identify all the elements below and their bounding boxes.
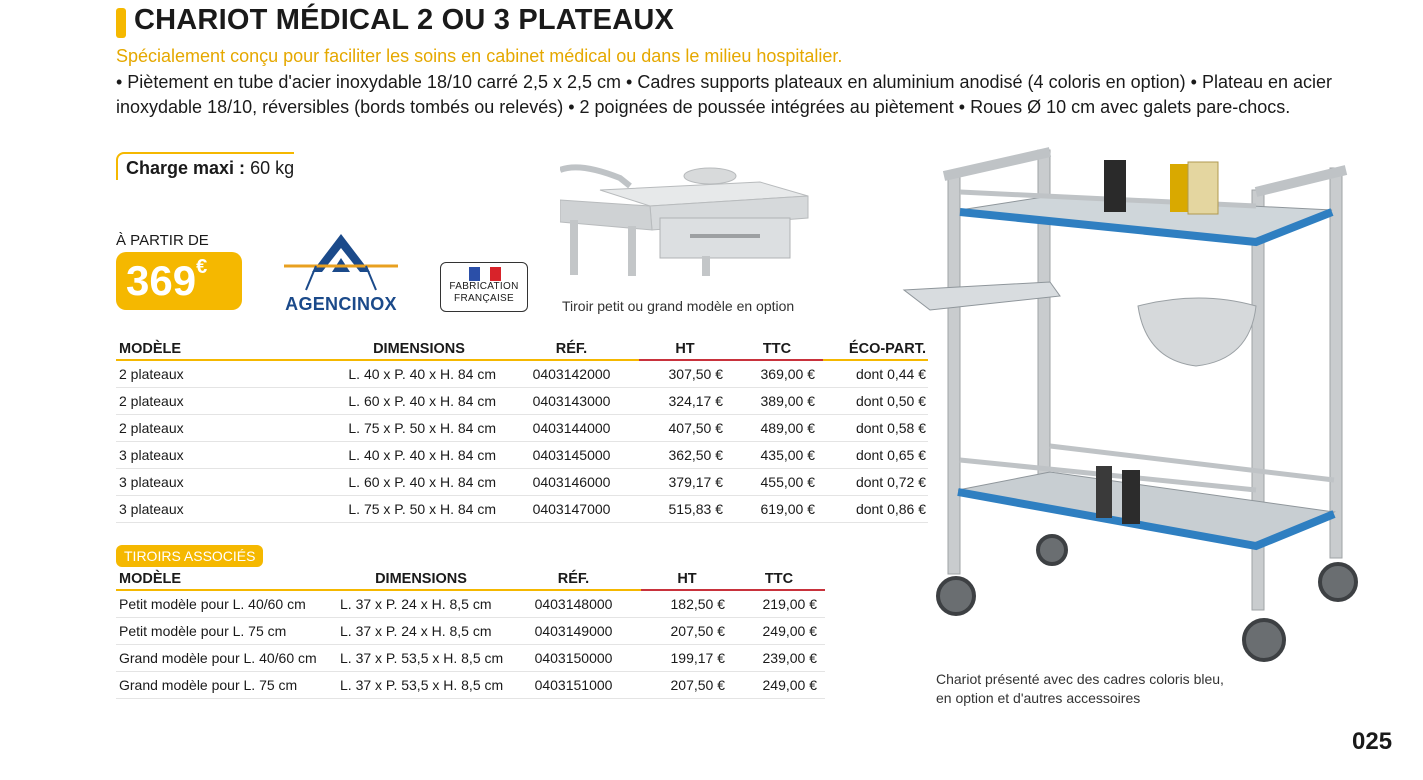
trolley-caption <box>936 670 1224 708</box>
col-header-eco: ÉCO-PART. <box>823 340 928 360</box>
france-flag-icon <box>469 267 501 281</box>
cell-ht: 324,17 € <box>639 387 731 414</box>
table-row <box>116 414 928 441</box>
cell-eco: dont 0,65 € <box>823 441 928 468</box>
cell-eco: dont 0,58 € <box>823 414 928 441</box>
table-row <box>116 441 928 468</box>
cell-ttc: 369,00 € <box>731 360 823 387</box>
page-number: 025 <box>1352 728 1393 755</box>
cell-ht: 515,83 € <box>639 495 731 522</box>
cell-ref: 0403144000 <box>504 414 639 441</box>
cell-dimensions: L. 75 x P. 50 x H. 84 cm <box>334 414 504 441</box>
cell-model: 3 plateaux <box>116 495 334 522</box>
models-table <box>116 340 928 523</box>
table-row <box>116 590 825 617</box>
drawers-table <box>116 570 825 699</box>
cell-eco: dont 0,50 € <box>823 387 928 414</box>
cell-model: 2 plateaux <box>116 360 334 387</box>
col-header-model: MODÈLE <box>116 340 334 360</box>
drawer-photo <box>560 160 810 280</box>
cell-ref: 0403143000 <box>504 387 639 414</box>
cell-model: 3 plateaux <box>116 468 334 495</box>
cell-ttc: 249,00 € <box>733 671 825 698</box>
cell-dimensions: L. 37 x P. 53,5 x H. 8,5 cm <box>336 671 506 698</box>
cell-ht: 207,50 € <box>641 671 733 698</box>
cell-model: 3 plateaux <box>116 441 334 468</box>
cell-ref: 0403147000 <box>504 495 639 522</box>
product-description: • Piètement en tube d'acier inoxydable 18/10 carré 2,5 x 2,5 cm • Cadres supports plateaux en aluminium anodisé (4 coloris en option) • Plateau en acier inoxydable 18/10, réversibles (bords tombés ou relevés) • 2 poignées de poussée intégrées au piètement • Roues Ø 10 cm avec galets pare-chocs. <box>116 72 1333 117</box>
col-header-dimensions: DIMENSIONS <box>334 340 504 360</box>
cell-ht: 207,50 € <box>641 617 733 644</box>
table-row <box>116 360 928 387</box>
cell-ref: 0403146000 <box>504 468 639 495</box>
table-row <box>116 495 928 522</box>
cell-dimensions: L. 60 x P. 40 x H. 84 cm <box>334 387 504 414</box>
cell-dimensions: L. 75 x P. 50 x H. 84 cm <box>334 495 504 522</box>
cell-dimensions: L. 60 x P. 40 x H. 84 cm <box>334 468 504 495</box>
cell-ttc: 239,00 € <box>733 644 825 671</box>
title-accent-bar <box>116 8 126 38</box>
page-title: CHARIOT MÉDICAL 2 OU 3 PLATEAUX <box>134 4 675 36</box>
col-header-model: MODÈLE <box>116 570 336 590</box>
cell-model: Petit modèle pour L. 40/60 cm <box>116 590 336 617</box>
col-header-ttc: TTC <box>731 340 823 360</box>
cell-ttc: 249,00 € <box>733 617 825 644</box>
col-header-ht: HT <box>641 570 733 590</box>
col-header-ht: HT <box>639 340 731 360</box>
cell-ref: 0403145000 <box>504 441 639 468</box>
cell-ref: 0403142000 <box>504 360 639 387</box>
cell-model: 2 plateaux <box>116 414 334 441</box>
max-load <box>116 152 294 180</box>
table-header-row <box>116 570 825 590</box>
cell-ttc: 389,00 € <box>731 387 823 414</box>
price-from-label: À PARTIR DE <box>116 232 209 249</box>
cell-ttc: 219,00 € <box>733 590 825 617</box>
fabrication-line-2: FRANÇAISE <box>454 293 514 304</box>
cell-ht: 407,50 € <box>639 414 731 441</box>
trolley-photo <box>900 140 1370 670</box>
price-badge <box>116 252 242 310</box>
cell-dimensions: L. 40 x P. 40 x H. 84 cm <box>334 441 504 468</box>
table-row <box>116 387 928 414</box>
price-amount: 369 <box>126 257 197 304</box>
trolley-caption-line-2: en option et d'autres accessoires <box>936 690 1141 706</box>
cell-eco: dont 0,72 € <box>823 468 928 495</box>
brand-name: AGENCINOX <box>285 294 397 314</box>
cell-eco: dont 0,44 € <box>823 360 928 387</box>
cell-dimensions: L. 40 x P. 40 x H. 84 cm <box>334 360 504 387</box>
drawers-section-tag: TIROIRS ASSOCIÉS <box>116 545 263 567</box>
product-subtitle: Spécialement conçu pour faciliter les soins en cabinet médical ou dans le milieu hospitalier. <box>116 46 843 66</box>
cell-ttc: 435,00 € <box>731 441 823 468</box>
cell-ref: 0403151000 <box>506 671 641 698</box>
col-header-ttc: TTC <box>733 570 825 590</box>
cell-ht: 379,17 € <box>639 468 731 495</box>
cell-dimensions: L. 37 x P. 24 x H. 8,5 cm <box>336 617 506 644</box>
col-header-ref: RÉF. <box>506 570 641 590</box>
trolley-caption-line-1: Chariot présenté avec des cadres coloris bleu, <box>936 671 1224 687</box>
cell-dimensions: L. 37 x P. 53,5 x H. 8,5 cm <box>336 644 506 671</box>
cell-ht: 307,50 € <box>639 360 731 387</box>
max-load-value: 60 kg <box>250 158 295 178</box>
drawer-caption: Tiroir petit ou grand modèle en option <box>562 298 795 314</box>
table-row <box>116 617 825 644</box>
cell-eco: dont 0,86 € <box>823 495 928 522</box>
max-load-label: Charge maxi : <box>126 158 246 178</box>
table-header-row <box>116 340 928 360</box>
table-row <box>116 671 825 698</box>
cell-model: Grand modèle pour L. 40/60 cm <box>116 644 336 671</box>
cell-ttc: 619,00 € <box>731 495 823 522</box>
cell-ht: 182,50 € <box>641 590 733 617</box>
table-row <box>116 468 928 495</box>
cell-ht: 362,50 € <box>639 441 731 468</box>
col-header-ref: RÉF. <box>504 340 639 360</box>
cell-ttc: 489,00 € <box>731 414 823 441</box>
cell-model: 2 plateaux <box>116 387 334 414</box>
cell-model: Grand modèle pour L. 75 cm <box>116 671 336 698</box>
cell-model: Petit modèle pour L. 75 cm <box>116 617 336 644</box>
price-currency: € <box>196 256 208 278</box>
table-row <box>116 644 825 671</box>
cell-ht: 199,17 € <box>641 644 733 671</box>
cell-ttc: 455,00 € <box>731 468 823 495</box>
cell-ref: 0403150000 <box>506 644 641 671</box>
cell-ref: 0403148000 <box>506 590 641 617</box>
cell-ref: 0403149000 <box>506 617 641 644</box>
cell-dimensions: L. 37 x P. 24 x H. 8,5 cm <box>336 590 506 617</box>
fabrication-francaise-badge <box>440 262 528 312</box>
fabrication-line-1: FABRICATION <box>449 281 519 292</box>
col-header-dimensions: DIMENSIONS <box>336 570 506 590</box>
